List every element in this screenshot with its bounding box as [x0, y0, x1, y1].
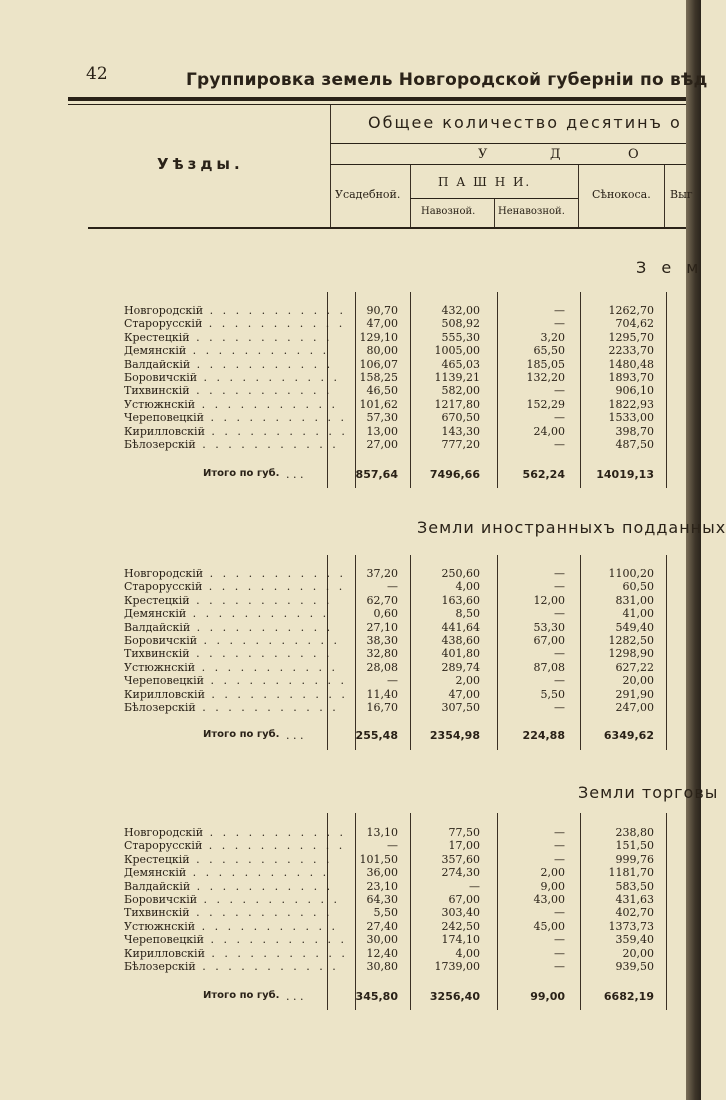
header-vline-sen — [664, 165, 665, 227]
cell-nenav: — — [554, 960, 565, 973]
cell-usad: 12,40 — [366, 946, 398, 960]
cell-nav: 508,92 — [441, 317, 480, 331]
cell-nav: — — [469, 879, 480, 893]
header-vline-nav — [494, 199, 495, 227]
cell-nenav: — — [554, 304, 565, 317]
row-name — [124, 933, 347, 947]
leader-dots: . . . . . . . . . . . — [186, 607, 330, 621]
cell-usad: 101,50 — [359, 852, 398, 866]
header-bottom-rule — [88, 227, 686, 229]
district-name: Старорусскій — [124, 317, 203, 331]
header-vline-pashni — [578, 165, 579, 227]
column-rule — [355, 813, 356, 1010]
district-name: Демянскій — [124, 866, 187, 880]
district-name: Валдайскій — [124, 357, 191, 371]
cell-nav: 2,00 — [455, 674, 480, 688]
cell-sen: 1282,50 — [608, 634, 654, 647]
cell-nenav: 9,00 — [540, 879, 565, 893]
cell-usad: 30,80 — [366, 960, 398, 973]
leader-dots: . . . . . . . . . . . — [195, 660, 339, 674]
row-name — [124, 411, 347, 425]
leader-dots: . . . . . . . . . . . — [189, 852, 333, 866]
leader-dots: . . . . . . . . . . . — [204, 424, 348, 438]
cell-usad: 27,00 — [366, 438, 398, 451]
cell-nav: 303,40 — [441, 906, 480, 920]
cell-sen: 247,00 — [615, 701, 654, 714]
leader-dots: . . . . . . . . . . . — [189, 906, 333, 920]
district-name: Валдайскій — [124, 620, 191, 634]
total-sen: 14019,13 — [596, 468, 654, 481]
cell-usad: 129,10 — [359, 330, 398, 344]
district-name: Валдайскій — [124, 879, 191, 893]
leader-dots: . . . . . . . . . . . — [203, 567, 347, 580]
leader-dots: . . . . . . . . . . . — [203, 304, 347, 317]
row-name — [124, 634, 340, 647]
cell-nav: 1217,80 — [434, 397, 480, 411]
total-usad: 255,48 — [355, 729, 398, 742]
cell-sen: 20,00 — [622, 674, 654, 688]
header-main: Общее количество десятинъ о — [368, 113, 682, 132]
cell-usad: 23,10 — [366, 879, 398, 893]
leader-dots: . . . . . . . . . . . — [190, 879, 334, 893]
total-dots: . . . — [286, 468, 304, 481]
leader-dots: . . . . . . . . . . . — [197, 371, 340, 384]
cell-nav: 555,30 — [441, 330, 480, 344]
header-senokosa: Сѣнокоса. — [592, 188, 651, 201]
header-rule-under-ugodya — [330, 164, 686, 165]
leader-dots: . . . . . . . . . . . — [203, 826, 347, 839]
cell-usad: 38,30 — [366, 634, 398, 647]
leader-dots: . . . . . . . . . . . — [186, 344, 330, 358]
district-name: Череповецкій — [124, 933, 205, 947]
cell-nav: 465,03 — [441, 357, 480, 371]
total-nav: 3256,40 — [429, 990, 480, 1003]
cell-usad: 62,70 — [366, 593, 398, 607]
cell-usad: 57,30 — [366, 411, 398, 425]
header-uezdy: Уѣзды. — [157, 155, 244, 173]
cell-usad: 27,40 — [366, 919, 398, 933]
cell-nenav: — — [554, 384, 565, 398]
cell-nenav: 5,50 — [540, 687, 565, 701]
cell-nav: 777,20 — [441, 438, 480, 451]
cell-sen: 487,50 — [615, 438, 654, 451]
column-rule — [666, 555, 667, 750]
cell-nenav: — — [554, 852, 565, 866]
cell-usad: 90,70 — [366, 304, 398, 317]
header-vline-usad — [410, 165, 411, 227]
district-name: Демянскій — [124, 344, 187, 358]
cell-nenav: — — [554, 438, 565, 451]
header-nenavoznoi: Ненавозной. — [498, 206, 565, 217]
cell-usad: 13,10 — [366, 826, 398, 839]
cell-usad: 13,00 — [366, 424, 398, 438]
leader-dots: . . . . . . . . . . . — [202, 317, 346, 331]
row-name — [124, 424, 348, 438]
district-name: Бѣлозерскій — [124, 438, 196, 451]
row-name — [124, 620, 334, 634]
leader-dots: . . . . . . . . . . . — [195, 960, 339, 973]
cell-nenav: — — [554, 826, 565, 839]
cell-nenav: 65,50 — [533, 344, 565, 358]
cell-nav: 441,64 — [441, 620, 480, 634]
row-name — [124, 826, 347, 839]
cell-usad: 37,20 — [366, 567, 398, 580]
cell-nenav: 67,00 — [533, 634, 565, 647]
total-nenav: 224,88 — [522, 729, 565, 742]
top-thick-rule — [68, 97, 686, 101]
cell-nenav: — — [554, 946, 565, 960]
cell-sen: 1893,70 — [608, 371, 654, 384]
cell-usad: 28,08 — [366, 660, 398, 674]
cell-nenav: 3,20 — [540, 330, 565, 344]
district-name: Тихвинскій — [124, 906, 190, 920]
total-label: Итого по губ. — [203, 729, 280, 740]
cell-nav: 4,00 — [455, 946, 480, 960]
leader-dots: . . . . . . . . . . . — [190, 357, 334, 371]
cell-sen: 704,62 — [615, 317, 654, 331]
cell-nav: 1139,21 — [434, 371, 480, 384]
cell-nenav: 45,00 — [533, 919, 565, 933]
cell-sen: 831,00 — [615, 593, 654, 607]
cell-nenav: 2,00 — [540, 866, 565, 880]
cell-nenav: 43,00 — [533, 893, 565, 906]
row-name — [124, 687, 348, 701]
cell-sen: 151,50 — [615, 839, 654, 853]
cell-usad: 11,40 — [366, 687, 398, 701]
page-edge-shadow — [686, 0, 701, 1100]
header-pashni: П А Ш Н И. — [438, 175, 532, 189]
cell-usad: — — [387, 674, 398, 688]
cell-sen: 402,70 — [615, 906, 654, 920]
leader-dots: . . . . . . . . . . . — [189, 384, 333, 398]
section-title: Земли иностранныхъ подданных — [417, 518, 726, 537]
district-name: Устюжнскій — [124, 397, 196, 411]
cell-usad: — — [387, 580, 398, 594]
cell-nenav: — — [554, 839, 565, 853]
cell-sen: 999,76 — [615, 852, 654, 866]
row-name — [124, 580, 346, 594]
cell-sen: 359,40 — [615, 933, 654, 947]
cell-nav: 143,30 — [441, 424, 480, 438]
cell-nav: 8,50 — [455, 607, 480, 621]
section-title: З е м — [636, 258, 704, 277]
district-name: Крестецкій — [124, 852, 190, 866]
cell-usad: 30,00 — [366, 933, 398, 947]
header-ugodya-1: У — [478, 147, 488, 162]
top-thin-rule — [68, 104, 686, 105]
cell-nav: 17,00 — [448, 839, 480, 853]
cell-sen: 1822,93 — [608, 397, 654, 411]
district-name: Старорусскій — [124, 839, 203, 853]
leader-dots: . . . . . . . . . . . — [186, 866, 330, 880]
cell-nav: 670,50 — [441, 411, 480, 425]
cell-nav: 274,30 — [441, 866, 480, 880]
cell-usad: 27,10 — [366, 620, 398, 634]
leader-dots: . . . . . . . . . . . — [197, 893, 340, 906]
column-rule — [497, 813, 498, 1010]
column-rule — [355, 555, 356, 750]
row-name — [124, 919, 339, 933]
row-name — [124, 946, 348, 960]
cell-nav: 582,00 — [441, 384, 480, 398]
cell-sen: 291,90 — [615, 687, 654, 701]
total-nav: 7496,66 — [429, 468, 480, 481]
district-name: Кирилловскій — [124, 946, 205, 960]
row-name — [124, 344, 330, 358]
cell-usad: 158,25 — [359, 371, 398, 384]
page-number: 42 — [86, 64, 108, 84]
cell-nenav: 53,30 — [533, 620, 565, 634]
cell-nenav: 12,00 — [533, 593, 565, 607]
cell-sen: 1181,70 — [608, 866, 654, 880]
column-rule — [666, 292, 667, 488]
cell-sen: 60,50 — [622, 580, 654, 594]
cell-usad: 36,00 — [366, 866, 398, 880]
total-dots: . . . — [286, 990, 304, 1003]
row-name — [124, 852, 333, 866]
leader-dots: . . . . . . . . . . . — [202, 580, 346, 594]
cell-sen: 939,50 — [615, 960, 654, 973]
row-name — [124, 330, 333, 344]
column-rule — [580, 292, 581, 488]
column-rule — [666, 813, 667, 1010]
section-title: Земли торговы — [578, 783, 719, 802]
district-name: Новгородскій — [124, 826, 204, 839]
cell-sen: 627,22 — [615, 660, 654, 674]
district-name: Череповецкій — [124, 411, 205, 425]
header-ugodya-3: О — [628, 147, 639, 162]
district-name: Новгородскій — [124, 304, 204, 317]
district-name: Крестецкій — [124, 593, 190, 607]
cell-nenav: — — [554, 701, 565, 714]
cell-nenav: 152,29 — [526, 397, 565, 411]
district-name: Череповецкій — [124, 674, 205, 688]
cell-sen: 549,40 — [615, 620, 654, 634]
page-title: Группировка земель Новгородской губернiи по вѣд — [186, 70, 708, 90]
header-vyg: Выг — [670, 188, 693, 201]
cell-nav: 401,80 — [441, 647, 480, 661]
cell-sen: 431,63 — [615, 893, 654, 906]
leader-dots: . . . . . . . . . . . — [204, 674, 347, 688]
cell-sen: 1533,00 — [608, 411, 654, 425]
header-vline-uezdy — [330, 105, 331, 227]
leader-dots: . . . . . . . . . . . — [189, 593, 333, 607]
row-name — [124, 567, 347, 580]
column-rule — [410, 813, 411, 1010]
header-usadebnoi: Усадебной. — [335, 188, 401, 201]
total-usad: 857,64 — [355, 468, 398, 481]
leader-dots: . . . . . . . . . . . — [204, 946, 348, 960]
cell-nenav: 185,05 — [526, 357, 565, 371]
row-name — [124, 839, 346, 853]
row-name — [124, 607, 330, 621]
cell-nenav: — — [554, 317, 565, 331]
row-name — [124, 384, 333, 398]
row-name — [124, 906, 333, 920]
leader-dots: . . . . . . . . . . . — [202, 839, 346, 853]
cell-nav: 174,10 — [441, 933, 480, 947]
cell-usad: 32,80 — [366, 647, 398, 661]
total-label: Итого по губ. — [203, 468, 280, 479]
cell-nenav: 87,08 — [533, 660, 565, 674]
cell-nav: 357,60 — [441, 852, 480, 866]
cell-sen: 1100,20 — [608, 567, 654, 580]
district-name: Бѣлозерскій — [124, 960, 196, 973]
cell-sen: 1262,70 — [608, 304, 654, 317]
cell-nav: 77,50 — [448, 826, 480, 839]
cell-sen: 583,50 — [615, 879, 654, 893]
row-name — [124, 674, 347, 688]
total-nav: 2354,98 — [429, 729, 480, 742]
cell-nenav: — — [554, 674, 565, 688]
cell-nav: 432,00 — [441, 304, 480, 317]
cell-nenav: — — [554, 647, 565, 661]
cell-sen: 20,00 — [622, 946, 654, 960]
leader-dots: . . . . . . . . . . . — [204, 411, 347, 425]
cell-usad: 46,50 — [366, 384, 398, 398]
leader-dots: . . . . . . . . . . . — [195, 397, 339, 411]
cell-usad: 16,70 — [366, 701, 398, 714]
district-name: Кирилловскій — [124, 424, 205, 438]
cell-nenav: 24,00 — [533, 424, 565, 438]
district-name: Боровичскій — [124, 634, 198, 647]
cell-usad: — — [387, 839, 398, 853]
cell-usad: 47,00 — [366, 317, 398, 331]
district-name: Бѣлозерскій — [124, 701, 196, 714]
total-dots: . . . — [286, 729, 304, 742]
column-rule — [580, 813, 581, 1010]
cell-sen: 1373,73 — [608, 919, 654, 933]
district-name: Кирилловскій — [124, 687, 205, 701]
cell-nenav: — — [554, 607, 565, 621]
district-name: Старорусскій — [124, 580, 203, 594]
row-name — [124, 866, 330, 880]
leader-dots: . . . . . . . . . . . — [195, 701, 339, 714]
total-nenav: 562,24 — [522, 468, 565, 481]
total-sen: 6349,62 — [603, 729, 654, 742]
cell-nav: 250,60 — [441, 567, 480, 580]
column-rule — [355, 292, 356, 488]
cell-sen: 398,70 — [615, 424, 654, 438]
header-rule-under-main — [330, 143, 686, 144]
district-name: Боровичскій — [124, 893, 198, 906]
row-name — [124, 593, 333, 607]
total-nenav: 99,00 — [530, 990, 565, 1003]
cell-nenav: — — [554, 580, 565, 594]
cell-sen: 238,80 — [615, 826, 654, 839]
total-sen: 6682,19 — [603, 990, 654, 1003]
header-ugodya-2: Д — [550, 147, 561, 162]
cell-sen: 41,00 — [622, 607, 654, 621]
column-rule — [410, 555, 411, 750]
leader-dots: . . . . . . . . . . . — [197, 634, 340, 647]
cell-nav: 67,00 — [448, 893, 480, 906]
total-label: Итого по губ. — [203, 990, 280, 1001]
district-name: Тихвинскій — [124, 647, 190, 661]
row-name — [124, 317, 346, 331]
cell-usad: 64,30 — [366, 893, 398, 906]
total-usad: 345,80 — [355, 990, 398, 1003]
cell-nenav: — — [554, 906, 565, 920]
cell-nav: 242,50 — [441, 919, 480, 933]
cell-sen: 1298,90 — [608, 647, 654, 661]
cell-sen: 906,10 — [615, 384, 654, 398]
leader-dots: . . . . . . . . . . . — [204, 933, 347, 947]
cell-nav: 47,00 — [448, 687, 480, 701]
cell-usad: 106,07 — [359, 357, 398, 371]
district-name: Демянскій — [124, 607, 187, 621]
cell-nav: 438,60 — [441, 634, 480, 647]
leader-dots: . . . . . . . . . . . — [195, 919, 339, 933]
cell-usad: 5,50 — [373, 906, 398, 920]
cell-sen: 1295,70 — [608, 330, 654, 344]
row-name — [124, 438, 339, 451]
cell-nenav: 132,20 — [526, 371, 565, 384]
row-name — [124, 304, 347, 317]
cell-usad: 0,60 — [373, 607, 398, 621]
district-name: Новгородскій — [124, 567, 204, 580]
district-name: Боровичскій — [124, 371, 198, 384]
cell-sen: 2233,70 — [608, 344, 654, 358]
row-name — [124, 647, 333, 661]
column-rule — [497, 555, 498, 750]
cell-nav: 163,60 — [441, 593, 480, 607]
cell-nenav: — — [554, 567, 565, 580]
row-name — [124, 960, 339, 973]
column-rule — [410, 292, 411, 488]
district-name: Устюжнскій — [124, 919, 196, 933]
leader-dots: . . . . . . . . . . . — [190, 620, 334, 634]
leader-dots: . . . . . . . . . . . — [195, 438, 339, 451]
cell-nav: 4,00 — [455, 580, 480, 594]
district-name: Крестецкій — [124, 330, 190, 344]
district-name: Тихвинскій — [124, 384, 190, 398]
cell-usad: 101,62 — [359, 397, 398, 411]
column-rule — [497, 292, 498, 488]
column-rule — [580, 555, 581, 750]
cell-sen: 1480,48 — [608, 357, 654, 371]
cell-nenav: — — [554, 411, 565, 425]
row-name — [124, 660, 339, 674]
leader-dots: . . . . . . . . . . . — [189, 330, 333, 344]
row-name — [124, 371, 340, 384]
cell-nav: 1739,00 — [434, 960, 480, 973]
leader-dots: . . . . . . . . . . . — [204, 687, 348, 701]
row-name — [124, 893, 340, 906]
row-name — [124, 397, 339, 411]
header-navoznoi: Навозной. — [421, 206, 476, 217]
leader-dots: . . . . . . . . . . . — [189, 647, 333, 661]
district-name: Устюжнскій — [124, 660, 196, 674]
row-name — [124, 879, 334, 893]
cell-nenav: — — [554, 933, 565, 947]
cell-usad: 80,00 — [366, 344, 398, 358]
cell-nav: 289,74 — [441, 660, 480, 674]
cell-nav: 307,50 — [441, 701, 480, 714]
row-name — [124, 357, 334, 371]
row-name — [124, 701, 339, 714]
cell-nav: 1005,00 — [434, 344, 480, 358]
